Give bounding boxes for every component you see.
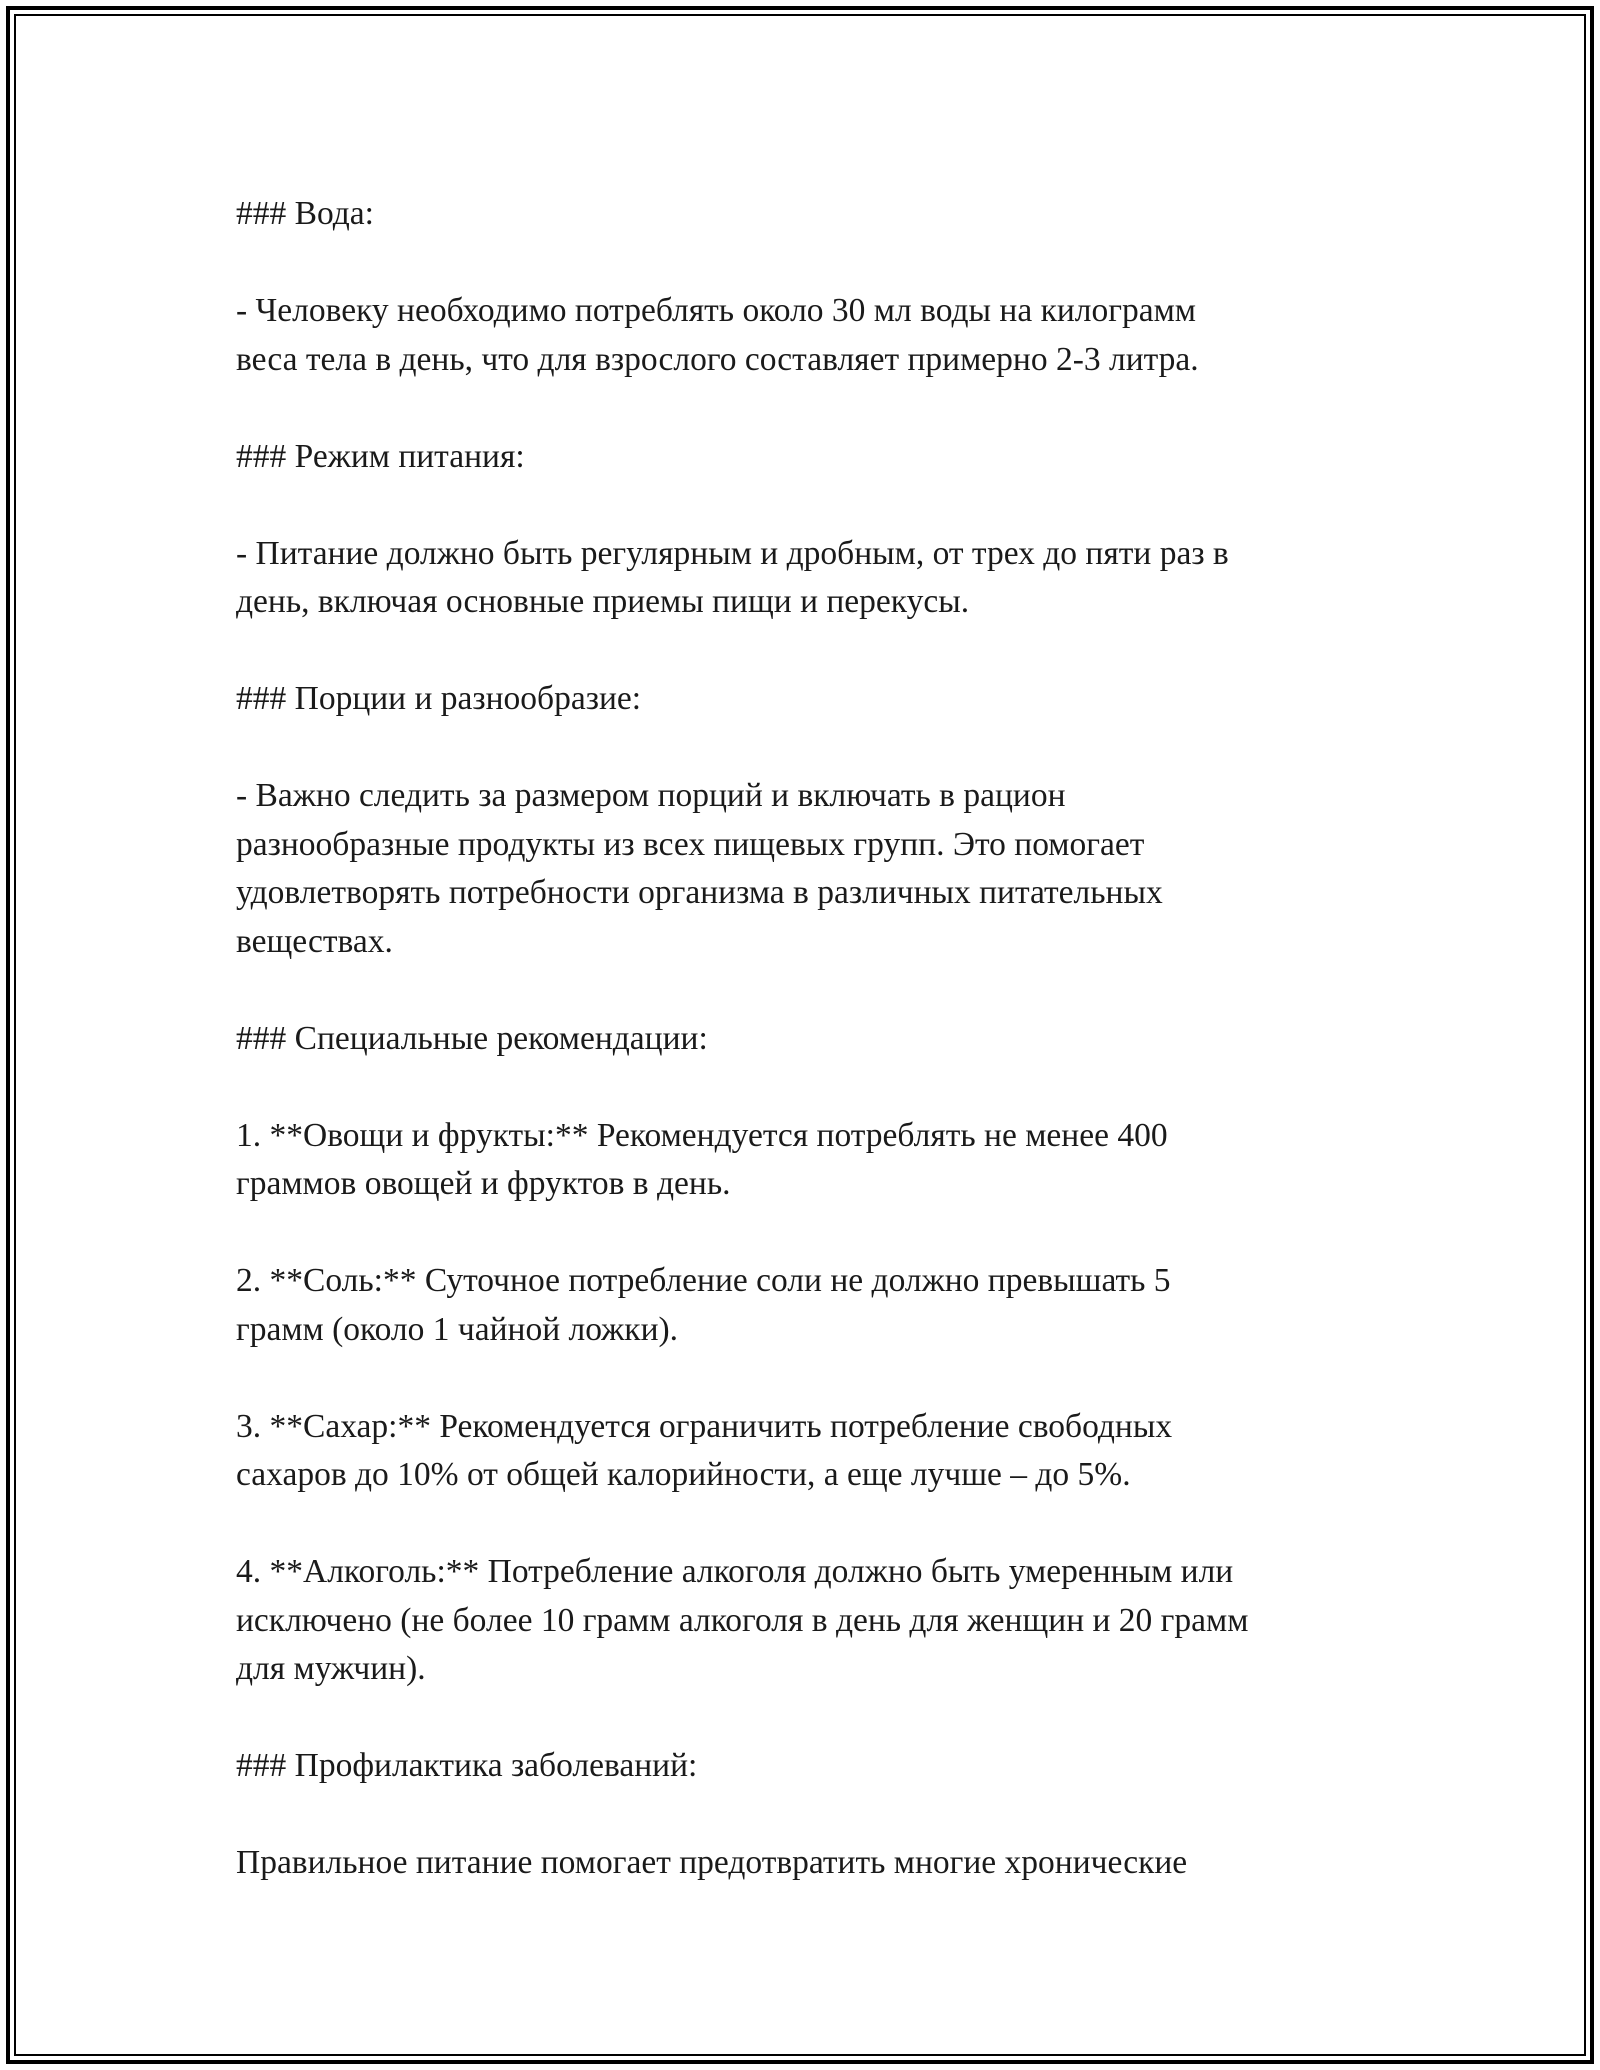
document-body (236, 190, 1376, 1888)
section-heading (236, 190, 1376, 239)
text-line: грамм (около 1 чайной ложки). (236, 1310, 679, 1348)
paragraph (236, 1839, 1376, 1888)
text-line: Правильное питание помогает предотвратить многие хронические (236, 1844, 1188, 1881)
text-line: 1. **Овощи и фрукты:** Рекомендуется потреблять не менее 400 (236, 1116, 1168, 1154)
text-line: удовлетворять потребности организма в различных питательных (236, 874, 1163, 911)
text-line: веществах. (236, 922, 393, 960)
text-line: разнообразные продукты из всех пищевых групп. Это помогает (236, 825, 1145, 863)
text-line: день, включая основные приемы пищи и перекусы. (236, 583, 970, 620)
section-heading (236, 675, 1376, 724)
paragraph (236, 287, 1376, 384)
text-line: ### Профилактика заболеваний: (236, 1747, 698, 1784)
text-line: 2. **Соль:** Суточное потребление соли не должно превышать 5 (236, 1262, 1171, 1299)
text-line: - Питание должно быть регулярным и дробным, от трех до пяти раз в (236, 534, 1229, 572)
text-line: ### Вода: (236, 195, 374, 232)
text-line: ### Порции и разнообразие: (236, 680, 642, 717)
paragraph (236, 530, 1376, 627)
text-line: исключено (не более 10 грамм алкоголя в день для женщин и 20 грамм (236, 1601, 1249, 1639)
text-line: 4. **Алкоголь:** Потребление алкоголя должно быть умеренным или (236, 1553, 1234, 1590)
list-item (236, 1257, 1376, 1354)
text-line: - Важно следить за размером порций и включать в рацион (236, 777, 1066, 814)
section-heading (236, 433, 1376, 482)
text-line: для мужчин). (236, 1650, 426, 1687)
list-item (236, 1403, 1376, 1500)
paragraph (236, 772, 1376, 966)
list-item (236, 1112, 1376, 1209)
text-line: веса тела в день, что для взрослого составляет примерно 2-3 литра. (236, 340, 1199, 378)
text-line: 3. **Сахар:** Рекомендуется ограничить потребление свободных (236, 1407, 1173, 1445)
list-item (236, 1548, 1376, 1694)
text-line: ### Режим питания: (236, 437, 525, 475)
section-heading (236, 1742, 1376, 1791)
text-line: сахаров до 10% от общей калорийности, а еще лучше – до 5%. (236, 1456, 1131, 1493)
text-line: - Человеку необходимо потреблять около 30 мл воды на килограмм (236, 292, 1197, 329)
section-heading (236, 1015, 1376, 1064)
text-line: ### Специальные рекомендации: (236, 1019, 708, 1057)
text-line: граммов овощей и фруктов в день. (236, 1165, 731, 1202)
